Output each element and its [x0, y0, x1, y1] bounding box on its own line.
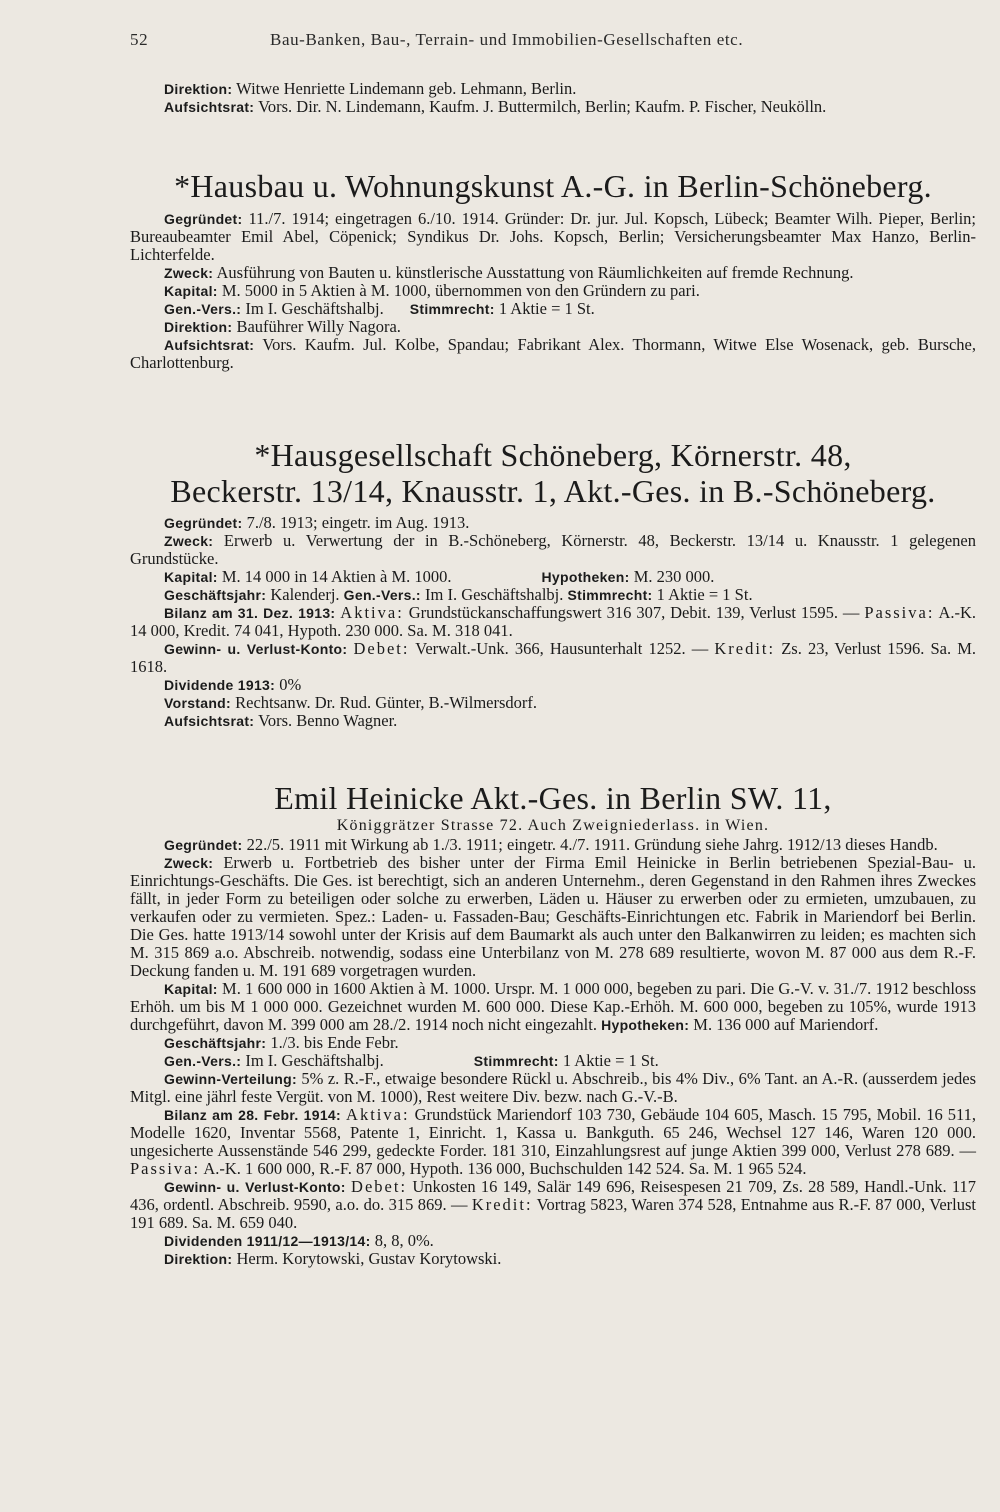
hausbau-gegruendet: Gegründet: 11./7. 1914; eingetragen 6./10. 1914. Gründer: Dr. jur. Jul. Kopsch, Lübeck; Beamter Wilh. Pieper, Berlin; Bureaubeamter Emil Abel, Cöpenick; Syndikus Dr. Johs. Kopsch, Berlin; Versicherungsbeamter Max Hanzo, Berlin-Lichterfelde.	[130, 209, 977, 264]
hausbau-direktion: Direktion: Bauführer Willy Nagora.	[164, 317, 401, 336]
hn-verteilung: Gewinn-Verteilung: 5% z. R.-F., etwaige besondere Rückl u. Abschreib., bis 4% Div., 6% Tant. an A.-R. (ausserdem jedes Mitgl. eine jährl feste Vergüt. von M. 1000), Rest weitere Div. bezw. nach G.-V.-B.	[130, 1069, 977, 1106]
hn-guv: Gewinn- u. Verlust-Konto: Debet: Unkosten 16 149, Salär 149 696, Reisespesen 21 709, Zs. 28 589, Handl.-Unk. 117 436, ordentl. Abschreib. 9590, a.o. do. 315 869. — Kredit: Vortrag 5823, Waren 374 528, Entnahme aus R.-F. 87 000, Verlust 191 689. Sa. M. 659 040.	[130, 1177, 977, 1232]
hg-kapital: Kapital: M. 14 000 in 14 Aktien à M. 1000. Hypotheken: M. 230 000.	[164, 567, 715, 586]
running-title: Bau-Banken, Bau-, Terrain- und Immobilien-Gesellschaften etc.	[270, 30, 744, 49]
entry-title-line1: *Hausgesellschaft Schöneberg, Körnerstr. 48,	[254, 437, 852, 473]
entry-title: Emil Heinicke Akt.-Ges. in Berlin SW. 11,	[274, 780, 832, 816]
hn-gegruendet: Gegründet: 22./5. 1911 mit Wirkung ab 1./3. 1911; eingetr. 4./7. 1911. Gründung siehe Jahrg. 1912/13 dieses Handb.	[164, 835, 938, 854]
entry-subtitle: Königgrätzer Strasse 72. Auch Zweigniederlass. in Wien.	[336, 817, 770, 834]
hn-zweck: Zweck: Erwerb u. Fortbetrieb des bisher unter der Firma Emil Heinicke in Berlin betriebenen Spezial-Bau- u. Einrichtungs-Geschäfts. Die Ges. ist berechtigt, sich an anderen Unternehm., deren Gegenstand in den Rahmen ihres Zweckes fällt, in jeder Form zu beteiligen oder solche zu erwerben, Läden u. Häuser zu erwerben oder zu ermieten, umzubauen, zu verkaufen oder zu vermieten. Spez.: Laden- u. Fassaden-Bau; Geschäfts-Einrichtungen etc. Fabrik in Mariendorf bei Berlin. Die Ges. hatte 1913/14 sowohl unter der Krisis auf dem Baumarkt als auch unter den Balkanwirren zu leiden; es machten sich M. 315 869 a.o. Abschreib. notwendig, sodass eine Unterbilanz von M. 278 689 resultierte, wovon M. 87 000 aus dem R.-F. Deckung fanden u. M. 191 689 vorgetragen wurden.	[130, 853, 976, 980]
hn-dividenden: Dividenden 1911/12—1913/14: 8, 8, 0%.	[164, 1231, 434, 1250]
hn-geschaeftsjahr: Geschäftsjahr: 1./3. bis Ende Febr.	[164, 1033, 399, 1052]
hausbau-genvers: Gen.-Vers.: Im I. Geschäftshalbj. Stimmrecht: 1 Aktie = 1 St.	[164, 299, 595, 318]
hg-dividende: Dividende 1913: 0%	[164, 675, 302, 694]
hg-aufsichtsrat: Aufsichtsrat: Vors. Benno Wagner.	[164, 711, 398, 730]
hn-kapital: Kapital: M. 1 600 000 in 1600 Aktien à M. 1000. Urspr. M. 1 000 000, begeben zu pari. Die G.-V. v. 31./7. 1912 beschloss Erhöh. um bis M 1 000 000. Gezeichnet wurden M. 600 000. Diese Kap.-Erhöh. M. 600 000, begeben zu 105%, wurde 1913 durchgeführt, davon M. 399 000 am 28./2. 1914 noch nicht eingezahlt. Hypotheken: M. 136 000 auf Mariendorf.	[130, 979, 977, 1034]
intro-section	[130, 80, 976, 116]
hg-geschaeftsjahr: Geschäftsjahr: Kalenderj. Gen.-Vers.: Im I. Geschäftshalbj. Stimmrecht: 1 Aktie = 1 St.	[164, 585, 753, 604]
hg-bilanz: Bilanz am 31. Dez. 1913: Aktiva: Grundstückanschaffungswert 316 307, Debit. 139, Verlust 1595. — Passiva: A.-K. 14 000, Kredit. 74 041, Hypoth. 230 000. Sa. M. 318 041.	[130, 603, 977, 640]
hausbau-kapital: Kapital: M. 5000 in 5 Aktien à M. 1000, übernommen von den Gründern zu pari.	[164, 281, 700, 300]
hg-zweck: Zweck: Erwerb u. Verwertung der in B.-Schöneberg, Körnerstr. 48, Beckerstr. 13/14 u. Knausstr. 1 gelegenen Grundstücke.	[130, 531, 976, 568]
entry-title: *Hausbau u. Wohnungskunst A.-G. in Berlin-Schöneberg.	[174, 168, 932, 204]
hg-vorstand: Vorstand: Rechtsanw. Dr. Rud. Günter, B.-Wilmersdorf.	[164, 693, 538, 712]
entry-title-line2: Beckerstr. 13/14, Knausstr. 1, Akt.-Ges. in B.-Schöneberg.	[170, 473, 936, 509]
hg-guv: Gewinn- u. Verlust-Konto: Debet: Verwalt.-Unk. 366, Hausunterhalt 1252. — Kredit: Zs. 23, Verlust 1596. Sa. M. 1618.	[130, 639, 976, 676]
intro-aufsichtsrat: Aufsichtsrat: Vors. Dir. N. Lindemann, Kaufm. J. Buttermilch, Berlin; Kaufm. P. Fischer, Neukölln.	[164, 97, 827, 116]
hn-bilanz: Bilanz am 28. Febr. 1914: Aktiva: Grundstück Mariendorf 103 730, Gebäude 104 605, Masch. 15 795, Mobil. 16 511, Modelle 1620, Inventar 5568, Patente 1, Einricht. 1, Kassa u. Bankguth. 65 246, Wechsel 127 146, Waren 120 000. ungesicherte Aussenstände 546 299, gedeckte Forder. 181 310, Einzahlungsrest auf junge Aktien 399 000, Verlust 278 689. — Passiva: A.-K. 1 600 000, R.-F. 87 000, Hypoth. 136 000, Buchschulden 142 524. Sa. M. 1 965 524.	[130, 1105, 977, 1178]
entry-hausgesellschaft	[130, 437, 976, 730]
hausbau-zweck: Zweck: Ausführung von Bauten u. künstlerische Ausstattung von Räumlichkeiten auf fremde Rechnung.	[164, 263, 854, 282]
intro-direktion: Direktion: Witwe Henriette Lindemann geb. Lehmann, Berlin.	[164, 79, 577, 98]
entry-hausbau	[130, 168, 976, 372]
hn-direktion: Direktion: Herm. Korytowski, Gustav Korytowski.	[164, 1249, 502, 1268]
hg-gegruendet: Gegründet: 7./8. 1913; eingetr. im Aug. 1913.	[164, 513, 470, 532]
hn-genvers: Gen.-Vers.: Im I. Geschäftshalbj. Stimmrecht: 1 Aktie = 1 St.	[164, 1051, 659, 1070]
entry-heinicke	[130, 780, 976, 1268]
page-number: 52	[130, 30, 149, 49]
hausbau-aufsichtsrat: Aufsichtsrat: Vors. Kaufm. Jul. Kolbe, Spandau; Fabrikant Alex. Thormann, Witwe Else Wosenack, geb. Bursche, Charlottenburg.	[130, 335, 977, 372]
